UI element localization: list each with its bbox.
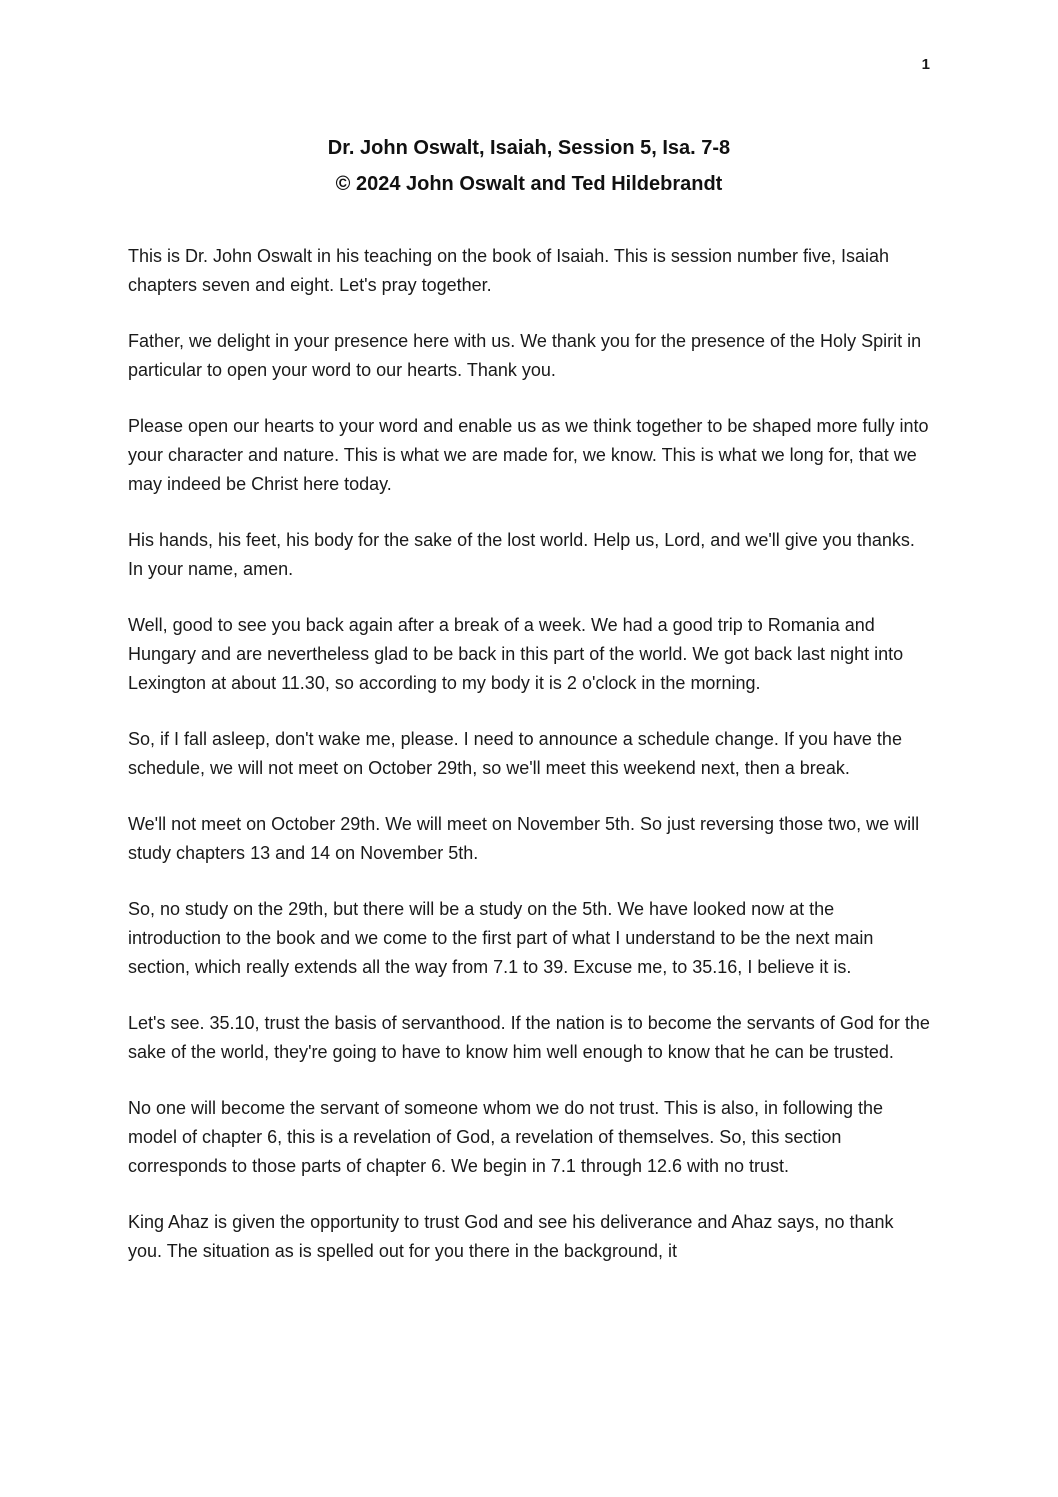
- document-body: [128, 242, 930, 1266]
- paragraph: No one will become the servant of someone whom we do not trust. This is also, in following the model of chapter 6, this is a revelation of God, a revelation of themselves. So, this section corresponds to those parts of chapter 6. We begin in 7.1 through 12.6 with no trust.: [128, 1098, 884, 1176]
- document-title: Dr. John Oswalt, Isaiah, Session 5, Isa. 7-8: [327, 137, 731, 159]
- paragraph: Father, we delight in your presence here with us. We thank you for the presence of the Holy Spirit in particular to open your word to our hearts. Thank you.: [128, 331, 922, 380]
- paragraph: This is Dr. John Oswalt in his teaching on the book of Isaiah. This is session number five, Isaiah chapters seven and eight. Let's pray together.: [128, 246, 890, 295]
- page-number: 1: [921, 56, 930, 73]
- paragraph: So, no study on the 29th, but there will be a study on the 5th. We have looked now at the introduction to the book and we come to the first part of what I understand to be the next main section, which really extends all the way from 7.1 to 39. Excuse me, to 35.16, I believe it is.: [128, 899, 874, 977]
- paragraph: Please open our hearts to your word and enable us as we think together to be shaped more fully into your character and nature. This is what we are made for, we know. This is what we long for, that we may indeed be Christ here today.: [128, 416, 929, 494]
- paragraph: King Ahaz is given the opportunity to trust God and see his deliverance and Ahaz says, no thank you. The situation as is spelled out for you there in the background, it: [128, 1212, 894, 1261]
- paragraph: We'll not meet on October 29th. We will meet on November 5th. So just reversing those two, we will study chapters 13 and 14 on November 5th.: [128, 814, 920, 863]
- paragraph: Well, good to see you back again after a break of a week. We had a good trip to Romania and Hungary and are nevertheless glad to be back in this part of the world. We got back last night into Lexington at about 11.30, so according to my body it is 2 o'clock in the morning.: [128, 615, 904, 693]
- paragraph: His hands, his feet, his body for the sake of the lost world. Help us, Lord, and we'll give you thanks. In your name, amen.: [128, 530, 915, 579]
- paragraph: So, if I fall asleep, don't wake me, please. I need to announce a schedule change. If you have the schedule, we will not meet on October 29th, so we'll meet this weekend next, then a break.: [128, 729, 902, 778]
- paragraph: Let's see. 35.10, trust the basis of servanthood. If the nation is to become the servants of God for the sake of the world, they're going to have to know him well enough to know that he can be trusted.: [128, 1013, 930, 1062]
- document-copyright: © 2024 John Oswalt and Ted Hildebrandt: [335, 173, 723, 195]
